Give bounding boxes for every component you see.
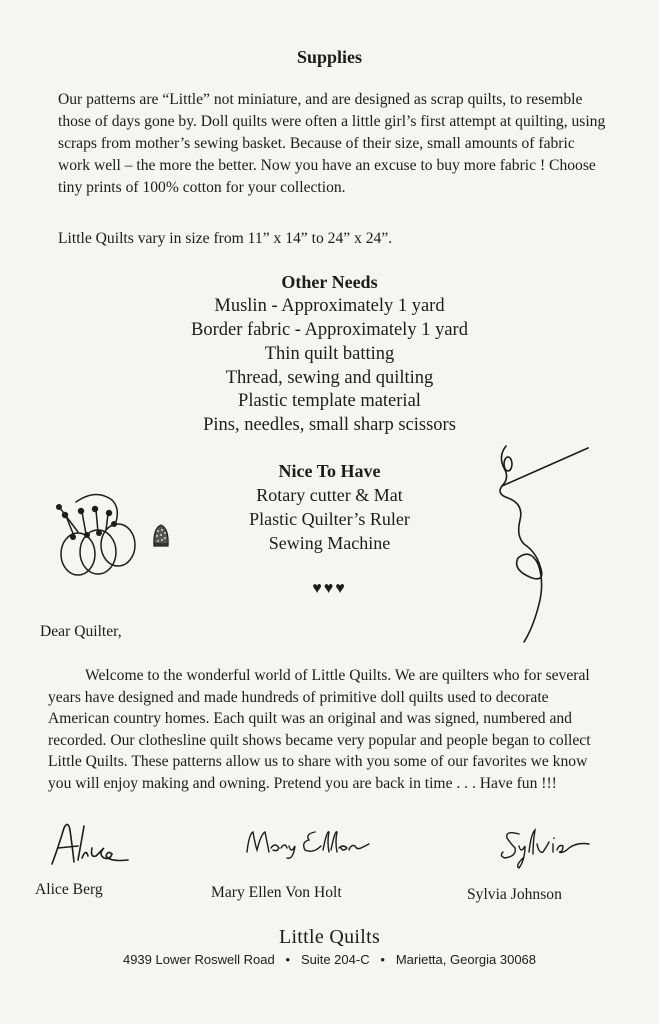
other-needs-title: Other Needs (281, 272, 378, 292)
mary-ellen-signature (243, 826, 373, 862)
signature-name: Sylvia Johnson (467, 886, 562, 903)
other-needs-item: Thread, sewing and quilting (225, 368, 434, 388)
pincushion-icon (48, 488, 148, 580)
nice-to-have-item: Plastic Quilter’s Ruler (249, 509, 410, 529)
letter-greeting: Dear Quilter, (40, 623, 122, 640)
hearts-divider: ♥♥♥ (312, 580, 347, 597)
signature-name: Mary Ellen Von Holt (211, 884, 342, 901)
supplies-intro-paragraph: Our patterns are “Little” not miniature, and are designed as scrap quilts, to resemble those of days gone by. Doll quilts were often a little girl’s first attempt at quilting, using scraps from mother’s sewing basket. Because of their size, small amounts of fabric work well – the more the better. Now you have an excuse to buy more fabric ! Choose tiny prints of 100% cotton for your collection. (58, 91, 606, 196)
other-needs-item: Muslin - Approximately 1 yard (214, 296, 445, 316)
brand-name: Little Quilts (278, 926, 381, 948)
nice-to-have-item: Sewing Machine (268, 533, 391, 553)
letter-body: Welcome to the wonderful world of Little Quilts. We are quilters who for several years have designed and made hundreds of primitive doll quilts used to decorate American country homes. Each quilt was an original and was signed, numbered and recorded. Our clothesline quilt shows became very popular and people began to collect Little Quilts. These patterns allow us to share with you some of our favorites we know you will enjoy making and owning. Pretend you are back in time . . . Have fun !!! (48, 667, 591, 792)
needle-and-thread-icon (494, 440, 594, 650)
company-address: 4939 Lower Roswell Road • Suite 204-C • Marietta, Georgia 30068 (122, 952, 537, 967)
signature-name: Alice Berg (35, 881, 103, 898)
other-needs-item: Border fabric - Approximately 1 yard (191, 320, 468, 340)
quilt-sizes-text: Little Quilts vary in size from 11” x 14” to 24” x 24”. (58, 230, 393, 247)
nice-to-have-item: Rotary cutter & Mat (256, 485, 403, 505)
supplies-title: Supplies (296, 47, 363, 67)
nice-to-have-title: Nice To Have (278, 461, 381, 481)
sylvia-signature (497, 826, 597, 872)
thimble-icon (151, 522, 171, 548)
other-needs-item: Pins, needles, small sharp scissors (203, 415, 456, 435)
alice-signature (48, 818, 133, 870)
other-needs-item: Thin quilt batting (264, 344, 395, 364)
other-needs-item: Plastic template material (238, 391, 421, 411)
